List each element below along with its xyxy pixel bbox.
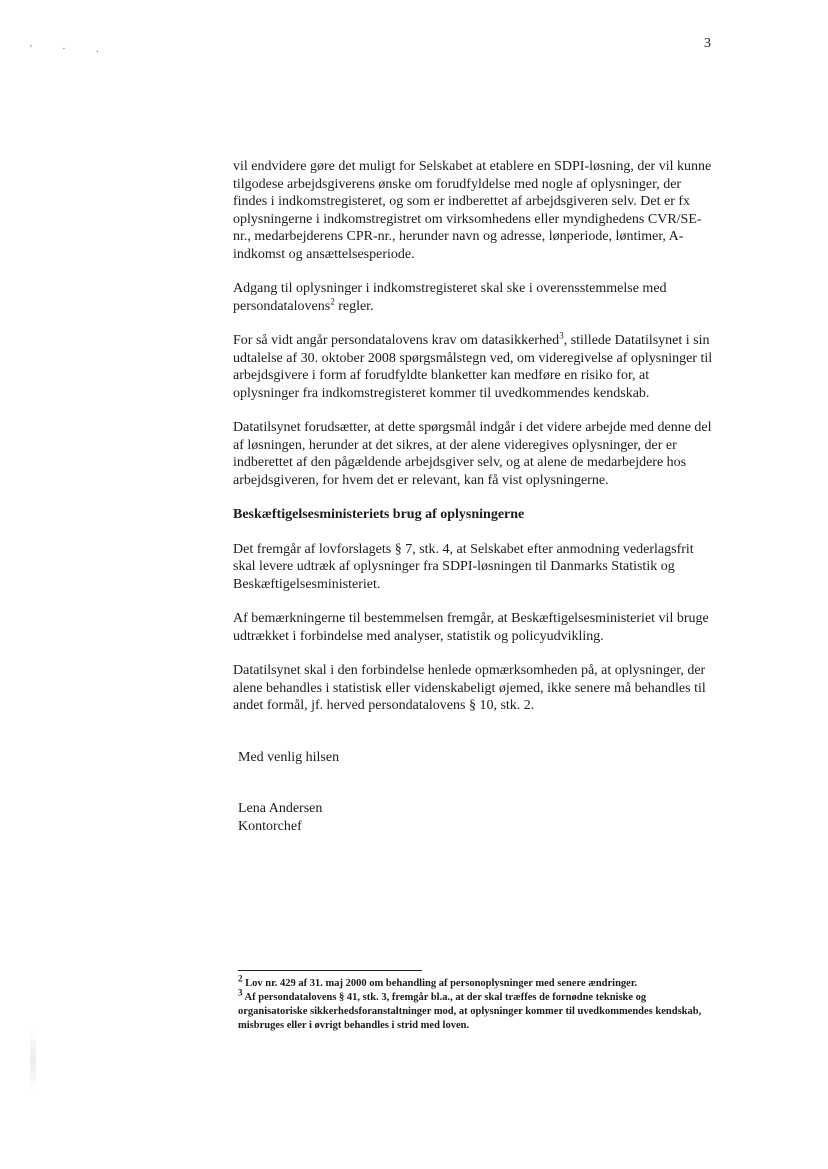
footnotes: [238, 973, 718, 1033]
paragraph-sdpi: vil endvidere gøre det muligt for Selskabet at etablere en SDPI-løsning, der vil kunne tilgodese arbejdsgiverens ønske om forudfyldelse med nogle af oplysninger, der findes i indkomstregisteret, og som er indberettet af arbejdsgiveren selv. Det er fx oplysningerne i indkomstregistret om virksomhedens eller myndighedens CVR/SE-nr., medarbejderens CPR-nr., herunder navn og adresse, lønperiode, løntimer, A-indkomst og ansættelsesperiode.: [233, 159, 712, 262]
scan-artifact: ' · .: [30, 44, 113, 55]
footnote-ref: 3: [559, 330, 564, 341]
footnote-text: Lov nr. 429 af 31. maj 2000 om behandling af personoplysninger med senere ændringer.: [245, 978, 638, 989]
paragraph-text: Adgang til oplysninger i indkomstregisteret skal ske i overensstemmelse med persondatalovens: [233, 281, 667, 314]
signatory-name: Lena Andersen: [238, 801, 323, 816]
signatory-title: Kontorchef: [238, 818, 302, 834]
footnote-divider: [238, 970, 422, 971]
footnote-ref: 2: [330, 295, 335, 306]
paragraph-purpose: Datatilsynet skal i den forbindelse henlede opmærksomheden på, at oplysninger, der alene behandles i statistisk eller videnskabeligt øjemed, ikke senere må behandles til andet formål, jf. herved persondatalovens § 10, stk. 2.: [233, 663, 706, 713]
paragraph-security: [233, 332, 718, 402]
paragraph-text: , stillede Datatilsynet i sin udtalelse af 30. oktober 2008 spørgsmålstegn ved, om videregivelse af oplysninger til arbejdsgivere i form af forudfyldte blanketter kan medføre en risiko for, at oplysninger fra indkomstregisteret kommer til uvedkommendes kendskab.: [233, 333, 713, 401]
footnote-2: [238, 973, 718, 991]
footnote-number: 2: [238, 973, 243, 984]
paragraph-text: For så vidt angår persondatalovens krav om datasikkerhed: [233, 333, 560, 348]
closing-greeting: Med venlig hilsen: [238, 749, 340, 765]
paragraph-access: [233, 280, 718, 315]
paragraph-assumption: Datatilsynet forudsætter, at dette spørgsmål indgår i det videre arbejde med denne del af løsningen, herunder at det sikres, at der alene videregives oplysninger, der er indberettet af den pågældende arbejdsgiver selv, og at alene de medarbejdere hos arbejdsgiveren, for hvem det er relevant, kan få vist oplysningerne.: [233, 420, 712, 488]
footnote-text: Af persondatalovens § 41, stk. 3, fremgår bl.a., at der skal træffes de fornødne tekniske og organisatoriske sikkerhedsforanstaltninger mod, at oplysninger kommer til uvedkommendes kendskab, misbruges eller i øvrigt behandles i strid med loven.: [238, 992, 702, 1031]
signature-block: [238, 800, 718, 835]
paragraph-text: regler.: [334, 298, 374, 314]
footnote-number: 3: [238, 987, 243, 998]
scan-artifact-edge: [30, 1030, 36, 1090]
footnote-3: [238, 987, 718, 1033]
paragraph-extract: Det fremgår af lovforslagets § 7, stk. 4, at Selskabet efter anmodning vederlagsfrit skal levere udtræk af oplysninger fra SDPI-løsningen til Danmarks Statistik og Beskæftigelsesministeriet.: [233, 541, 694, 592]
section-heading: Beskæftigelsesministeriets brug af oplysningerne: [233, 507, 525, 522]
page-number: 3: [704, 36, 711, 51]
paragraph-remarks: Af bemærkningerne til bestemmelsen fremgår, at Beskæftigelsesministeriet vil bruge udtrækket i forbindelse med analyser, statistik og policyudvikling.: [233, 611, 709, 644]
letter-body: [233, 158, 718, 835]
